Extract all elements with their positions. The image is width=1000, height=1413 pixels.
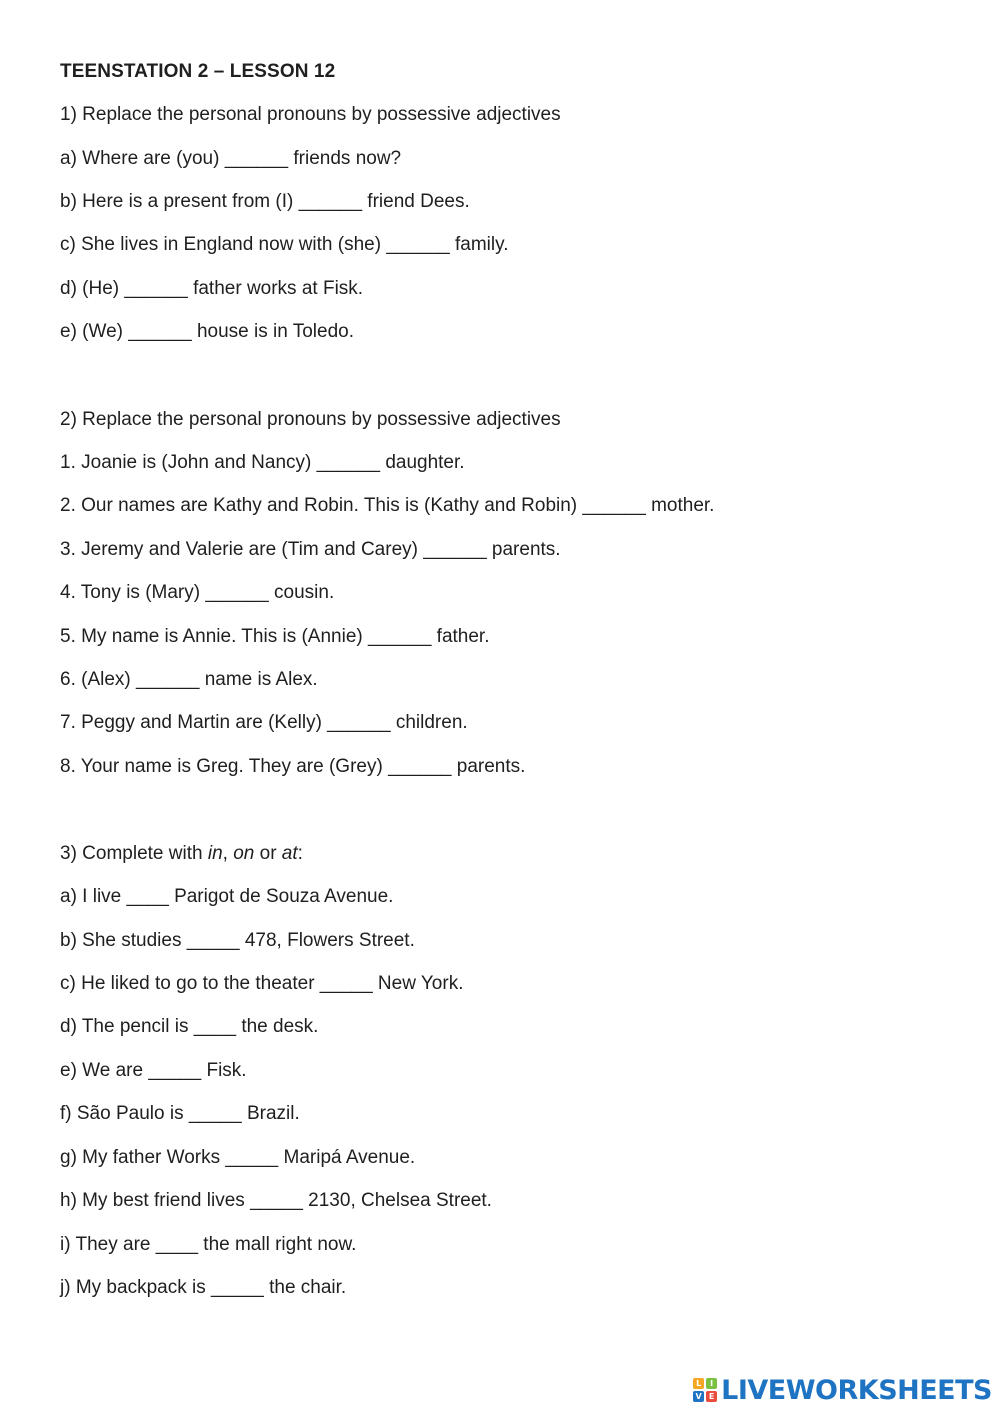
word-at: at (281, 843, 298, 864)
exercise-3b: b) She studies _____ 478, Flowers Street. (60, 930, 415, 951)
exercise-3j: j) My backpack is _____ the chair. (60, 1277, 347, 1298)
exercise-2-6: 6. (Alex) ______ name is Alex. (60, 669, 318, 690)
exercise-3i: i) They are ____ the mall right now. (60, 1234, 357, 1255)
exercise-2-7: 7. Peggy and Martin are (Kelly) ______ children. (60, 712, 468, 733)
exercise-1d: d) (He) ______ father works at Fisk. (60, 278, 364, 299)
heading-suffix: : (297, 843, 303, 864)
logo-mark-letter: V (693, 1391, 704, 1402)
logo-mark-icon (693, 1378, 717, 1402)
logo-text: LIVEWORKSHEETS (721, 1374, 992, 1406)
exercise-3a: a) I live ____ Parigot de Souza Avenue. (60, 886, 394, 907)
exercise-3d: d) The pencil is ____ the desk. (60, 1016, 319, 1037)
exercise-1a: a) Where are (you) ______ friends now? (60, 148, 402, 169)
logo-mark-letter: L (693, 1378, 704, 1389)
word-in: in (207, 843, 223, 864)
exercise-3e: e) We are _____ Fisk. (60, 1060, 247, 1081)
exercise-3h: h) My best friend lives _____ 2130, Chelsea Street. (60, 1190, 492, 1211)
exercise-1e: e) (We) ______ house is in Toledo. (60, 321, 354, 342)
exercise-2-1: 1. Joanie is (John and Nancy) ______ daughter. (60, 452, 465, 473)
section-3-heading (60, 843, 303, 865)
exercise-3c: c) He liked to go to the theater _____ New York. (60, 973, 464, 994)
word-on: on (233, 843, 255, 864)
liveworksheets-logo[interactable] (693, 1375, 992, 1405)
section-2-heading: 2) Replace the personal pronouns by possessive adjectives (60, 409, 561, 430)
exercise-3g: g) My father Works _____ Maripá Avenue. (60, 1147, 416, 1168)
exercise-3f: f) São Paulo is _____ Brazil. (60, 1103, 300, 1124)
section-3-heading-prefix: 3) Complete with (60, 843, 208, 864)
section-1-heading: 1) Replace the personal pronouns by possessive adjectives (60, 104, 561, 125)
exercise-2-4: 4. Tony is (Mary) ______ cousin. (60, 582, 335, 603)
exercise-2-5: 5. My name is Annie. This is (Annie) ______ father. (60, 626, 490, 647)
logo-mark-letter: I (706, 1378, 717, 1389)
exercise-2-2: 2. Our names are Kathy and Robin. This is (Kathy and Robin) ______ mother. (60, 495, 715, 516)
exercise-1c: c) She lives in England now with (she) ______ family. (60, 234, 509, 255)
exercise-2-3: 3. Jeremy and Valerie are (Tim and Carey) ______ parents. (60, 539, 561, 560)
heading-separator: , (222, 843, 234, 864)
exercise-2-8: 8. Your name is Greg. They are (Grey) ______ parents. (60, 756, 526, 777)
logo-mark-letter: E (706, 1391, 717, 1402)
page-title: TEENSTATION 2 – LESSON 12 (60, 61, 336, 82)
exercise-1b: b) Here is a present from (I) ______ friend Dees. (60, 191, 470, 212)
heading-separator: or (254, 843, 282, 864)
